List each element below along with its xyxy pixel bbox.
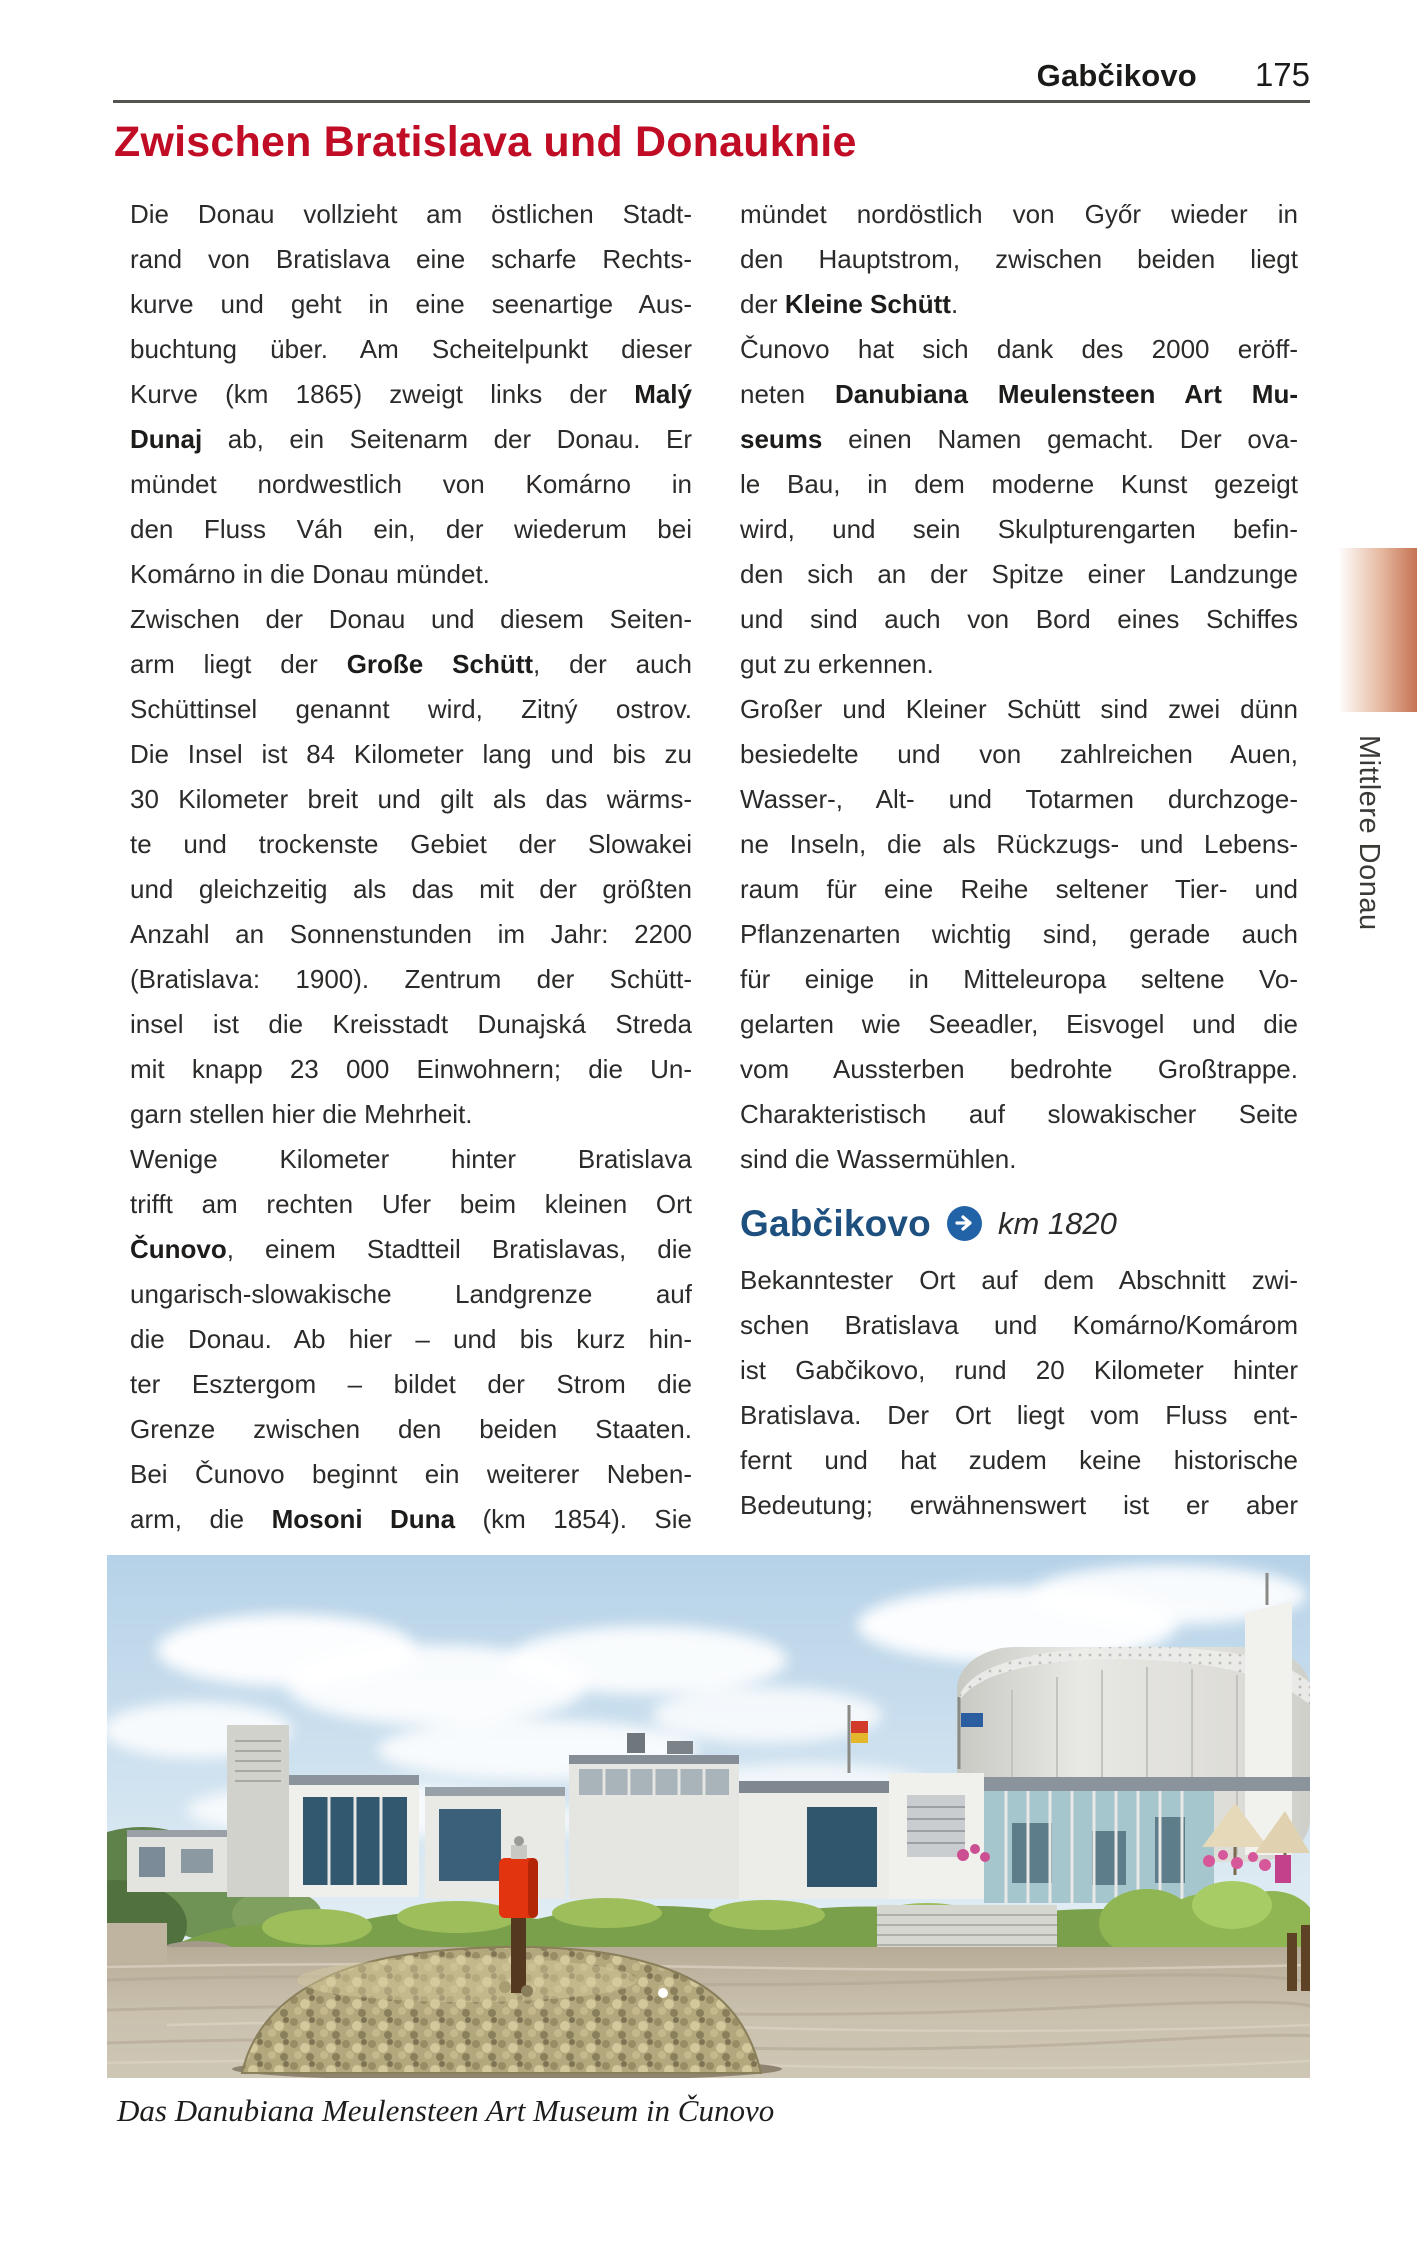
- column-right-top: [740, 192, 1298, 1182]
- text-line: Kurve (km 1865) zweigt links der Malý: [130, 379, 692, 409]
- text-line: rand von Bratislava eine scharfe Rechts-: [130, 244, 692, 274]
- text-line: 30 Kilometer breit und gilt als das wärms-: [130, 784, 692, 814]
- chapter-thumb-tab: [1338, 548, 1417, 712]
- text-line: ungarisch-slowakische Landgrenze auf: [130, 1279, 692, 1309]
- column-right-bottom: [740, 1258, 1298, 1528]
- text-line: und sind auch von Bord eines Schiffes: [740, 604, 1298, 634]
- text-line: mündet nordöstlich von Győr wieder in: [740, 199, 1298, 229]
- running-head: [113, 56, 1310, 94]
- text-line: le Bau, in dem moderne Kunst gezeigt: [740, 469, 1298, 499]
- text-line: neten Danubiana Meulensteen Art Mu-: [740, 379, 1298, 409]
- text-line: te und trockenste Gebiet der Slowakei: [130, 829, 692, 859]
- text-line: ist Gabčikovo, rund 20 Kilometer hinter: [740, 1355, 1298, 1385]
- text-line: Bratislava. Der Ort liegt vom Fluss ent-: [740, 1400, 1298, 1430]
- section-heading: [740, 1198, 1298, 1248]
- text-line: gelarten wie Seeadler, Eisvogel und die: [740, 1009, 1298, 1039]
- text-line: garn stellen hier die Mehrheit.: [130, 1099, 473, 1129]
- text-line: Bekanntester Ort auf dem Abschnitt zwi-: [740, 1265, 1298, 1295]
- text-line: Dunaj ab, ein Seitenarm der Donau. Er: [130, 424, 692, 454]
- text-line: ter Esztergom – bildet der Strom die: [130, 1369, 692, 1399]
- text-line: Die Donau vollzieht am östlichen Stadt-: [130, 199, 692, 229]
- text-line: ne Inseln, die als Rückzugs- und Lebens-: [740, 829, 1298, 859]
- text-line: Die Insel ist 84 Kilometer lang und bis zu: [130, 739, 692, 769]
- text-line: wird, und sein Skulpturengarten befin-: [740, 514, 1298, 544]
- text-line: für einige in Mitteleuropa seltene Vo-: [740, 964, 1298, 994]
- running-head-section: Gabčikovo: [1036, 58, 1197, 93]
- text-line: arm liegt der Große Schütt, der auch: [130, 649, 692, 679]
- text-line: insel ist die Kreisstadt Dunajská Streda: [130, 1009, 692, 1039]
- text-line: Großer und Kleiner Schütt sind zwei dünn: [740, 694, 1298, 724]
- text-line: kurve und geht in eine seenartige Aus-: [130, 289, 692, 319]
- text-line: Bedeutung; erwähnenswert ist er aber: [740, 1490, 1298, 1520]
- text-line: Čunovo hat sich dank des 2000 eröff-: [740, 334, 1298, 364]
- text-line: mündet nordwestlich von Komárno in: [130, 469, 692, 499]
- chapter-tab-label: Mittlere Donau: [1353, 735, 1385, 931]
- text-line: den Hauptstrom, zwischen beiden liegt: [740, 244, 1298, 274]
- column-left: [130, 192, 692, 1542]
- text-line: der Kleine Schütt.: [740, 289, 959, 319]
- page-title: Zwischen Bratislava und Donauknie: [114, 118, 857, 166]
- text-line: fernt und hat zudem keine historische: [740, 1445, 1298, 1475]
- text-line: seums einen Namen gemacht. Der ova-: [740, 424, 1298, 454]
- text-line: raum für eine Reihe seltener Tier- und: [740, 874, 1298, 904]
- arrow-right-icon: [947, 1206, 982, 1241]
- text-line: Pflanzenarten wichtig sind, gerade auch: [740, 919, 1298, 949]
- text-line: Wasser-, Alt- und Totarmen durchzoge-: [740, 784, 1298, 814]
- text-line: den sich an der Spitze einer Landzunge: [740, 559, 1298, 589]
- text-line: Komárno in die Donau mündet.: [130, 559, 490, 589]
- column-right: [740, 192, 1298, 1528]
- text-line: Zwischen der Donau und diesem Seiten-: [130, 604, 692, 634]
- photo-danubiana-museum: [107, 1555, 1310, 2078]
- text-line: Bei Čunovo beginnt ein weiterer Neben-: [130, 1459, 692, 1489]
- text-line: Schüttinsel genannt wird, Zitný ostrov.: [130, 694, 692, 724]
- text-line: (Bratislava: 1900). Zentrum der Schütt-: [130, 964, 692, 994]
- text-line: sind die Wassermühlen.: [740, 1144, 1017, 1174]
- text-line: Čunovo, einem Stadtteil Bratislavas, die: [130, 1234, 692, 1264]
- text-line: buchtung über. Am Scheitelpunkt dieser: [130, 334, 692, 364]
- page-number: 175: [1254, 56, 1310, 93]
- text-line: den Fluss Váh ein, der wiederum bei: [130, 514, 692, 544]
- photo-caption: Das Danubiana Meulensteen Art Museum in Čunovo: [117, 2093, 775, 2128]
- section-heading-title: Gabčikovo: [740, 1202, 931, 1244]
- text-line: arm, die Mosoni Duna (km 1854). Sie: [130, 1504, 692, 1534]
- text-line: besiedelte und von zahlreichen Auen,: [740, 739, 1298, 769]
- text-line: Anzahl an Sonnenstunden im Jahr: 2200: [130, 919, 692, 949]
- text-line: mit knapp 23 000 Einwohnern; die Un-: [130, 1054, 692, 1084]
- section-heading-km: km 1820: [997, 1205, 1117, 1241]
- text-line: Grenze zwischen den beiden Staaten.: [130, 1414, 692, 1444]
- text-line: vom Aussterben bedrohte Großtrappe.: [740, 1054, 1298, 1084]
- text-line: gut zu erkennen.: [740, 649, 934, 679]
- text-line: Wenige Kilometer hinter Bratislava: [130, 1144, 692, 1174]
- text-line: Charakteristisch auf slowakischer Seite: [740, 1099, 1298, 1129]
- text-line: schen Bratislava und Komárno/Komárom: [740, 1310, 1298, 1340]
- text-line: und gleichzeitig als das mit der größten: [130, 874, 692, 904]
- text-line: trifft am rechten Ufer beim kleinen Ort: [130, 1189, 692, 1219]
- header-rule: [113, 100, 1310, 103]
- text-line: die Donau. Ab hier – und bis kurz hin-: [130, 1324, 692, 1354]
